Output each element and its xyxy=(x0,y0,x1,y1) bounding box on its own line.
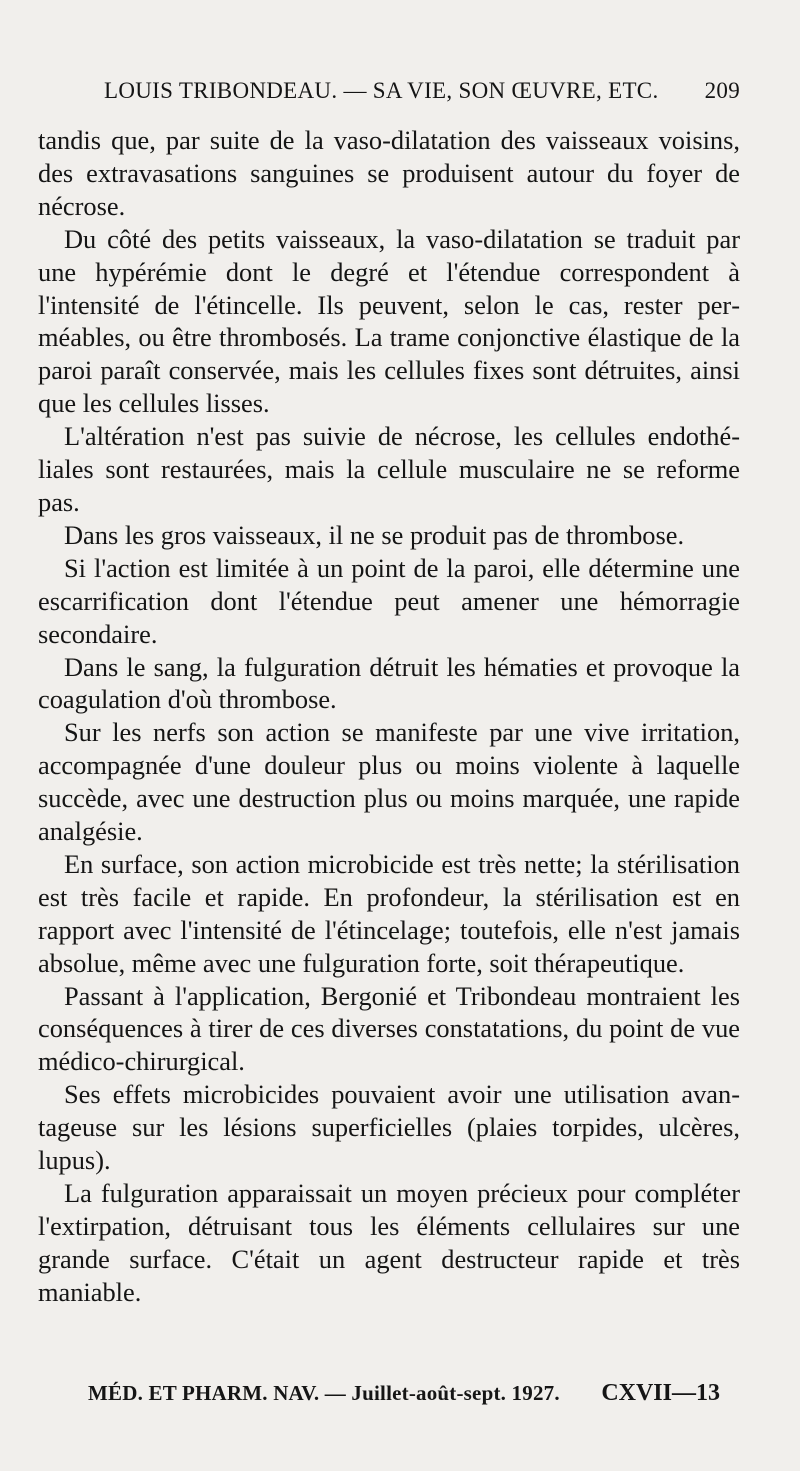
paragraph-4: Dans les gros vaisseaux, il ne se produit pas de thrombose. xyxy=(64,519,685,550)
running-header xyxy=(104,78,740,116)
page-footer xyxy=(88,1380,720,1407)
paragraph-2: Du côté des petits vaisseaux, la vaso-dilatation se traduit par une hypérémie dont le degré et l'étendue correspondent à l'intensité de l'étincelle. Ils peuvent, selon le cas, rester perméables, ou être thrombosés. La trame conjonctive élastique de la paroi paraît conservée, mais les cellules fixes sont détruites, ainsi que les cellules lisses. xyxy=(38,223,740,419)
paragraph-10: Ses effets microbicides pouvaient avoir une utilisation avantageuse sur les lésions superficielles (plaies torpides, ulcères, lupus). xyxy=(38,1079,740,1176)
page-body xyxy=(38,124,740,1309)
paragraph-11: La fulguration apparaissait un moyen précieux pour compléter l'extirpation, détruisant tous les éléments cellulaires sur une grande surface. C'était un agent destructeur rapide et très maniable. xyxy=(38,1178,740,1307)
paragraph-3: L'altération n'est pas suivie de nécrose, les cellules endothéliales sont restaurées, mais la cellule musculaire ne se reforme pas. xyxy=(38,421,740,517)
paragraph-7: Sur les nerfs son action se manifeste par une vive irritation, accompagnée d'une douleur plus ou moins violente à laquelle succède, avec une destruction plus ou moins marquée, une rapide analgésie. xyxy=(38,717,740,847)
paragraph-1: tandis que, par suite de la vaso-dilatation des vaisseaux voisins, des extravasations sanguines se produisent autour du foyer de nécrose. xyxy=(38,125,740,221)
journal-reference: MÉD. ET PHARM. NAV. — Juillet-août-sept. 1927. xyxy=(88,1381,560,1405)
paragraph-8: En surface, son action microbicide est très nette; la stérilisation est très facile et rapide. En profondeur, la stérilisation est en rapport avec l'intensité de l'étincelage; toutefois, elle n'est jamais absolue, même avec une fulguration forte, soit thérapeutique. xyxy=(38,848,740,978)
paragraph-5: Si l'action est limitée à un point de la paroi, elle détermine une escarrification dont l'étendue peut amener une hémorragie secondaire. xyxy=(38,552,740,649)
paragraph-6: Dans le sang, la fulguration détruit les hématies et provoque la coagulation d'où thrombose. xyxy=(38,651,740,715)
paragraph-9: Passant à l'application, Bergonié et Tribondeau montraient les conséquences à tirer de ces diverses constatations, du point de vue médico-chirurgical. xyxy=(38,980,740,1077)
signature-mark: CXVII—13 xyxy=(601,1380,720,1406)
running-title: LOUIS TRIBONDEAU. — SA VIE, SON ŒUVRE, ETC. xyxy=(104,78,659,103)
page-number: 209 xyxy=(704,78,740,103)
